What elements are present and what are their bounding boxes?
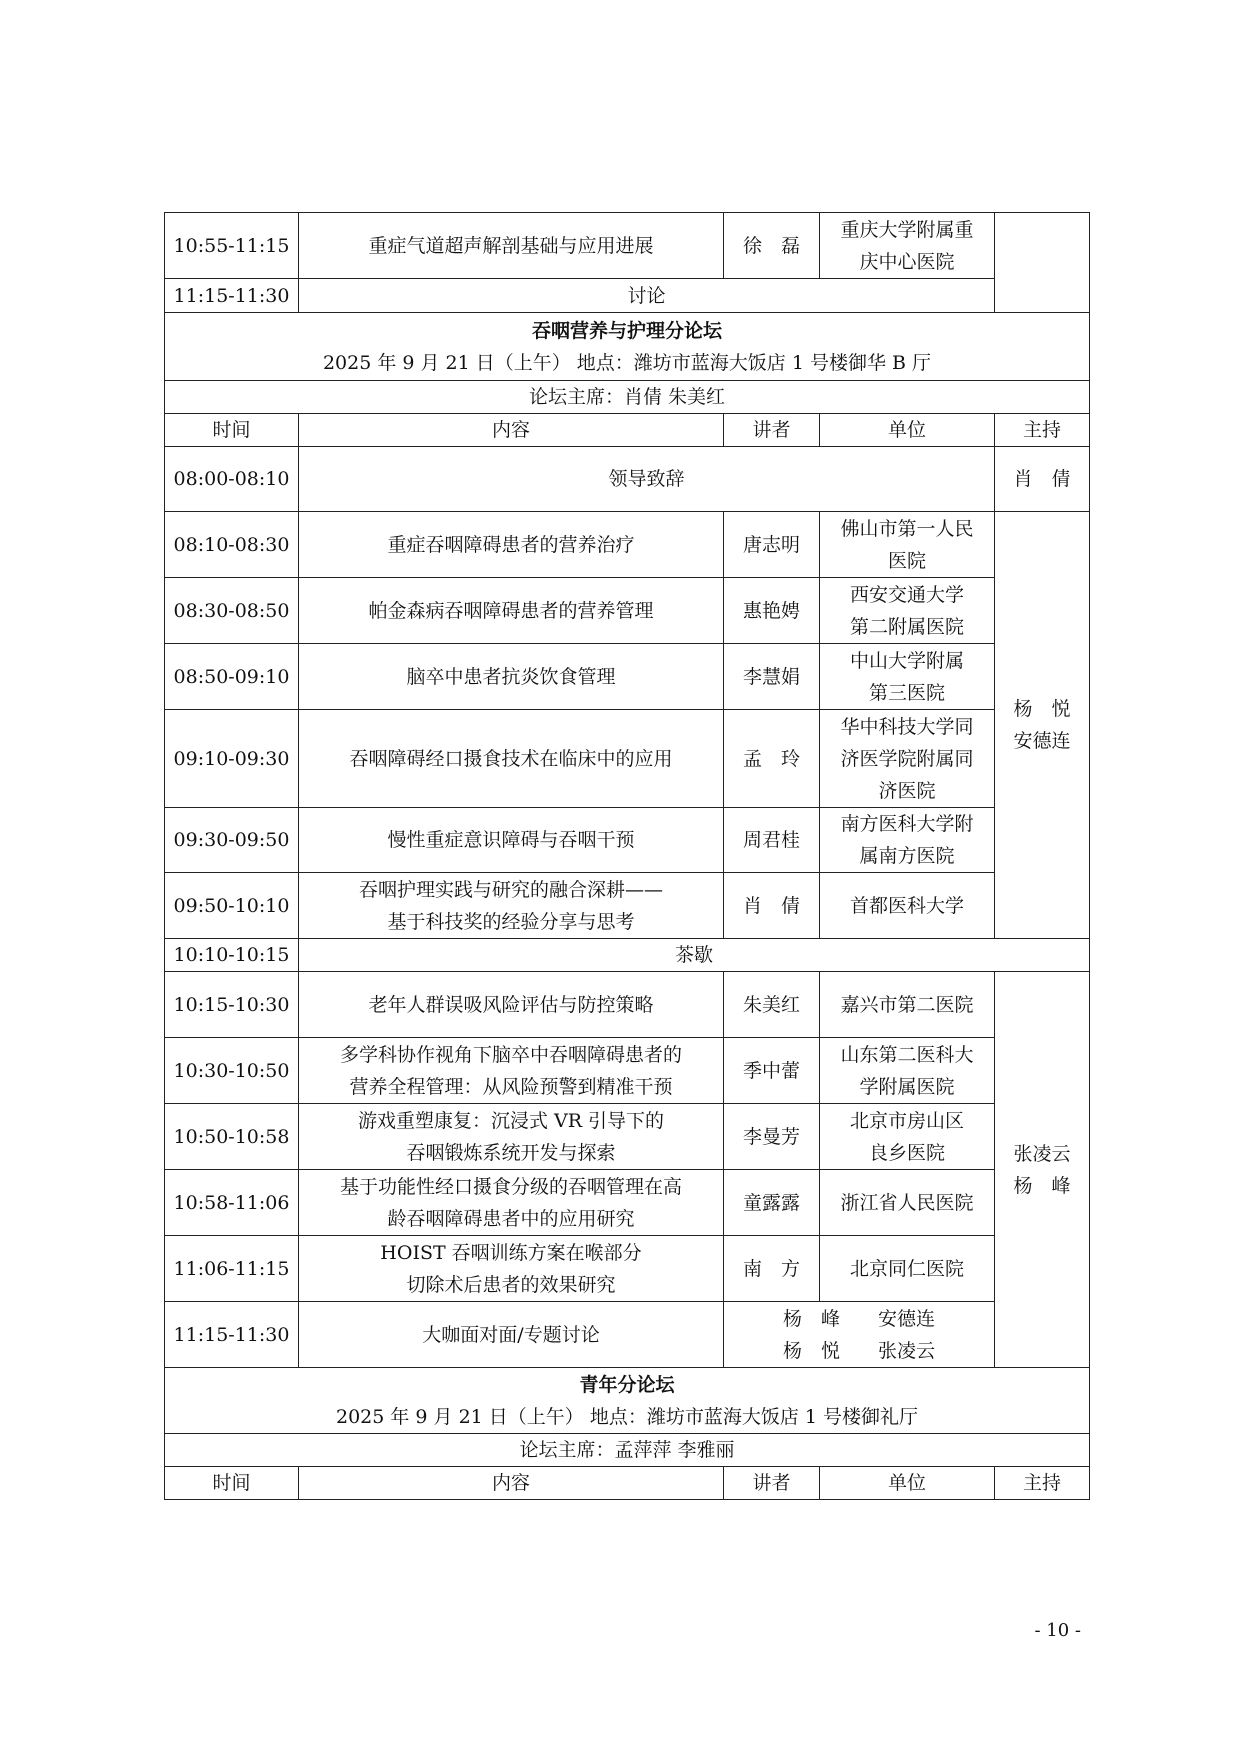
content-cell: 脑卒中患者抗炎饮食管理: [299, 644, 724, 710]
table-row: [165, 873, 1090, 939]
content-cell: 吞咽护理实践与研究的融合深耕—— 基于科技奖的经验分享与思考: [299, 873, 724, 939]
forum-info: 2025 年 9 月 21 日（上午） 地点：潍坊市蓝海大饭店 1 号楼御华 B 厅: [322, 351, 932, 374]
time-cell: 11:15-11:30: [165, 279, 299, 313]
time-cell: 10:50-10:58: [165, 1104, 299, 1170]
forum-heading: [165, 313, 1090, 381]
unit-cell: 首都医科大学: [820, 873, 995, 939]
speaker-cell: 徐 磊: [724, 213, 820, 279]
speaker-cell: 南 方: [724, 1236, 820, 1302]
time-cell: 09:10-09:30: [165, 710, 299, 808]
table-row: [165, 808, 1090, 873]
time-cell: 10:15-10:30: [165, 972, 299, 1038]
unit-cell: 西安交通大学 第二附属医院: [820, 578, 995, 644]
speaker-cell: 朱美红: [724, 972, 820, 1038]
host-cell: 张凌云 杨 峰: [995, 972, 1090, 1368]
time-cell: 08:10-08:30: [165, 512, 299, 578]
content-cell: 茶歇: [299, 939, 1090, 972]
unit-cell: 北京同仁医院: [820, 1236, 995, 1302]
content-cell: 基于功能性经口摄食分级的吞咽管理在高 龄吞咽障碍患者中的应用研究: [299, 1170, 724, 1236]
time-cell: 08:30-08:50: [165, 578, 299, 644]
forum-chair-row: [165, 1434, 1090, 1467]
table-row: [165, 1236, 1090, 1302]
header-row: [165, 414, 1090, 447]
host-cell: 肖 倩: [995, 447, 1090, 512]
time-cell: 09:50-10:10: [165, 873, 299, 939]
speaker-cell: 惠艳娉: [724, 578, 820, 644]
content-cell: 领导致辞: [299, 447, 995, 512]
time-cell: 09:30-09:50: [165, 808, 299, 873]
unit-cell: 华中科技大学同 济医学院附属同 济医院: [820, 710, 995, 808]
header-unit: 单位: [820, 414, 995, 447]
table-row: [165, 710, 1090, 808]
table-row: [165, 578, 1090, 644]
speaker-cell: 李曼芳: [724, 1104, 820, 1170]
header-speaker: 讲者: [724, 1467, 820, 1500]
content-cell: 讨论: [299, 279, 995, 313]
content-cell: 慢性重症意识障碍与吞咽干预: [299, 808, 724, 873]
table-row: [165, 1104, 1090, 1170]
table-row: [165, 1170, 1090, 1236]
header-host: 主持: [995, 1467, 1090, 1500]
forum-title: 吞咽营养与护理分论坛: [531, 319, 722, 342]
content-cell: HOIST 吞咽训练方案在喉部分 切除术后患者的效果研究: [299, 1236, 724, 1302]
time-cell: 10:55-11:15: [165, 213, 299, 279]
table-row: [165, 972, 1090, 1038]
header-unit: 单位: [820, 1467, 995, 1500]
content-cell: 重症吞咽障碍患者的营养治疗: [299, 512, 724, 578]
header-speaker: 讲者: [724, 414, 820, 447]
host-cell: [995, 213, 1090, 313]
time-cell: 11:15-11:30: [165, 1302, 299, 1368]
joint-speakers-cell: 杨 峰 安德连 杨 悦 张凌云: [724, 1302, 995, 1368]
unit-cell: 南方医科大学附 属南方医院: [820, 808, 995, 873]
time-cell: 08:50-09:10: [165, 644, 299, 710]
forum-heading-row: [165, 1368, 1090, 1434]
table-row: [165, 1038, 1090, 1104]
unit-cell: 中山大学附属 第三医院: [820, 644, 995, 710]
time-cell: 08:00-08:10: [165, 447, 299, 512]
forum-chair: 论坛主席：孟萍萍 李雅丽: [165, 1434, 1090, 1467]
table-row: [165, 512, 1090, 578]
forum-title: 青年分论坛: [579, 1373, 675, 1396]
content-cell: 重症气道超声解剖基础与应用进展: [299, 213, 724, 279]
content-cell: 帕金森病吞咽障碍患者的营养管理: [299, 578, 724, 644]
forum-chair-row: [165, 381, 1090, 414]
header-content: 内容: [299, 414, 724, 447]
table-row: [165, 279, 1090, 313]
table-row: [165, 939, 1090, 972]
header-host: 主持: [995, 414, 1090, 447]
forum-info: 2025 年 9 月 21 日（上午） 地点：潍坊市蓝海大饭店 1 号楼御礼厅: [335, 1405, 919, 1428]
speaker-cell: 唐志明: [724, 512, 820, 578]
speaker-cell: 周君桂: [724, 808, 820, 873]
time-cell: 10:10-10:15: [165, 939, 299, 972]
table-row: [165, 213, 1090, 279]
time-cell: 10:58-11:06: [165, 1170, 299, 1236]
content-cell: 多学科协作视角下脑卒中吞咽障碍患者的 营养全程管理：从风险预警到精准干预: [299, 1038, 724, 1104]
speaker-cell: 季中蕾: [724, 1038, 820, 1104]
unit-cell: 佛山市第一人民 医院: [820, 512, 995, 578]
speaker-cell: 肖 倩: [724, 873, 820, 939]
speaker-cell: 孟 玲: [724, 710, 820, 808]
forum-heading-row: [165, 313, 1090, 381]
content-cell: 老年人群误吸风险评估与防控策略: [299, 972, 724, 1038]
forum-heading: [165, 1368, 1090, 1434]
content-cell: 游戏重塑康复：沉浸式 VR 引导下的 吞咽锻炼系统开发与探索: [299, 1104, 724, 1170]
unit-cell: 浙江省人民医院: [820, 1170, 995, 1236]
header-content: 内容: [299, 1467, 724, 1500]
host-cell: 杨 悦 安德连: [995, 512, 1090, 939]
speaker-cell: 童露露: [724, 1170, 820, 1236]
content-cell: 大咖面对面/专题讨论: [299, 1302, 724, 1368]
header-time: 时间: [165, 1467, 299, 1500]
header-time: 时间: [165, 414, 299, 447]
table-row: [165, 644, 1090, 710]
schedule-table: [164, 212, 1090, 1500]
unit-cell: 嘉兴市第二医院: [820, 972, 995, 1038]
header-row: [165, 1467, 1090, 1500]
table-row: [165, 1302, 1090, 1368]
unit-cell: 山东第二医科大 学附属医院: [820, 1038, 995, 1104]
table-row: [165, 447, 1090, 512]
unit-cell: 北京市房山区 良乡医院: [820, 1104, 995, 1170]
speaker-cell: 李慧娟: [724, 644, 820, 710]
forum-chair: 论坛主席：肖倩 朱美红: [165, 381, 1090, 414]
unit-cell: 重庆大学附属重 庆中心医院: [820, 213, 995, 279]
page-number: - 10 -: [1034, 1620, 1081, 1641]
time-cell: 10:30-10:50: [165, 1038, 299, 1104]
time-cell: 11:06-11:15: [165, 1236, 299, 1302]
content-cell: 吞咽障碍经口摄食技术在临床中的应用: [299, 710, 724, 808]
